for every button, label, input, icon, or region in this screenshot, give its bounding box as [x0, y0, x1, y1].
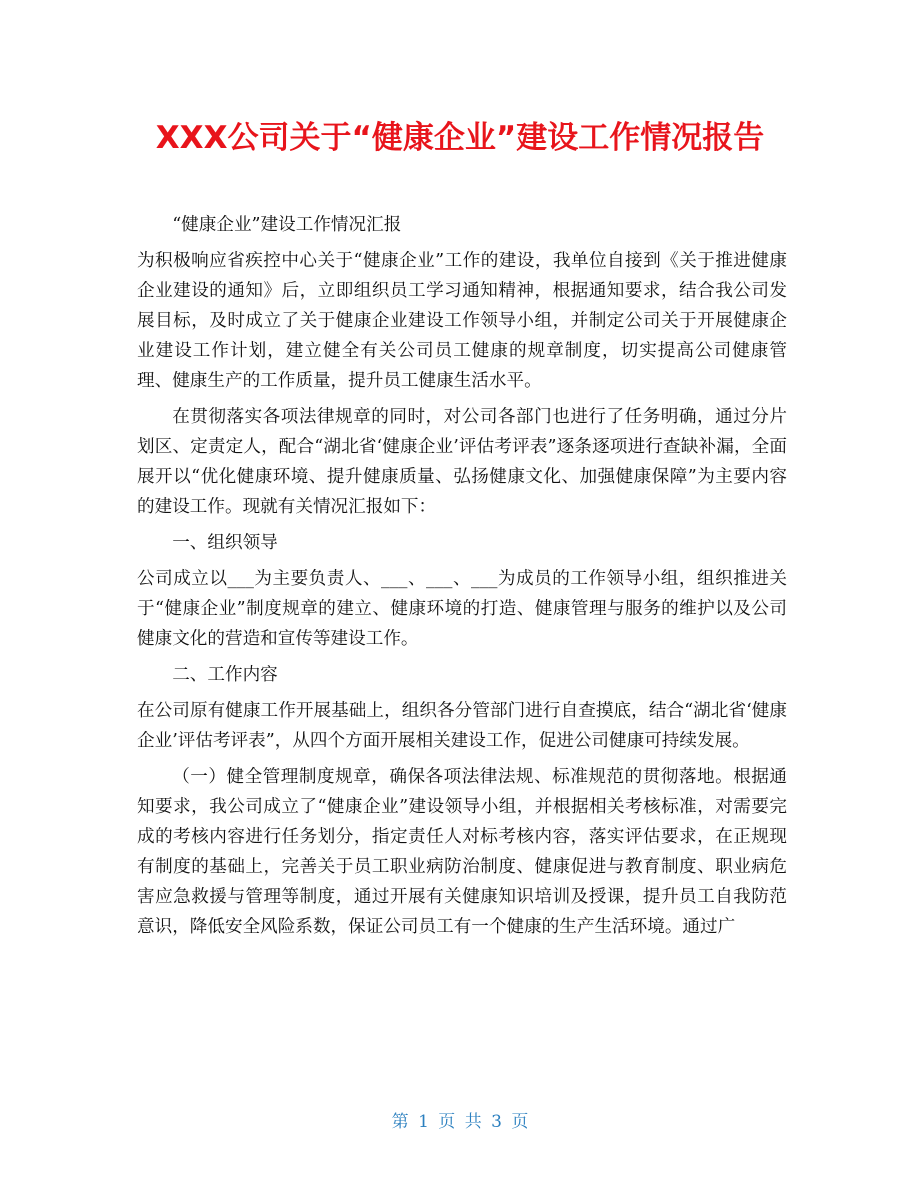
document-title: XXX公司关于“健康企业”建设工作情况报告 — [155, 120, 765, 156]
paragraph-work-content: 在公司原有健康工作开展基础上，组织各分管部门进行自查摸底，结合“湖北省‘健康企业’评估考评表”，从四个方面开展相关建设工作，促进公司健康可持续发展。 — [137, 701, 787, 751]
page-number-footer: 第 1 页 共 3 页 — [391, 1112, 529, 1132]
section-heading-organization: 一、组织领导 — [172, 533, 278, 553]
subtitle-heading: “健康企业”建设工作情况汇报 — [172, 215, 402, 235]
paragraph-implementation: 在贯彻落实各项法律规章的同时，对公司各部门也进行了任务明确，通过分片划区、定责定人，配合“湖北省‘健康企业’评估考评表”逐条逐项进行查缺补漏，全面展开以“优化健康环境、提升健康质量、弘扬健康文化、加强健康保障”为主要内容的建设工作。现就有关情况汇报如下： — [137, 407, 787, 517]
section-heading-work-content: 二、工作内容 — [172, 665, 278, 685]
paragraph-management-rules: （一）健全管理制度规章，确保各项法律法规、标准规范的贯彻落地。根据通知要求，我公司成立了“健康企业”建设领导小组，并根据相关考核标准，对需要完成的考核内容进行任务划分，指定责任人对标考核内容，落实评估要求，在正规现有制度的基础上，完善关于员工职业病防治制度、健康促进与教育制度、职业病危害应急救援与管理等制度，通过开展有关健康知识培训及授课，提升员工自我防范意识，降低安全风险系数，保证公司员工有一个健康的生产生活环境。通过广 — [137, 767, 787, 937]
paragraph-organization: 公司成立以___为主要负责人、___、___、___为成员的工作领导小组，组织推进关于“健康企业”制度规章的建立、健康环境的打造、健康管理与服务的维护以及公司健康文化的营造和宣传等建设工作。 — [137, 569, 787, 649]
paragraph-intro: 为积极响应省疾控中心关于“健康企业”工作的建设，我单位自接到《关于推进健康企业建设的通知》后，立即组织员工学习通知精神，根据通知要求，结合我公司发展目标，及时成立了关于健康企业建设工作领导小组，并制定公司关于开展健康企业建设工作计划，建立健全有关公司员工健康的规章制度，切实提高公司健康管理、健康生产的工作质量，提升员工健康生活水平。 — [137, 251, 787, 391]
document-body — [137, 210, 787, 948]
